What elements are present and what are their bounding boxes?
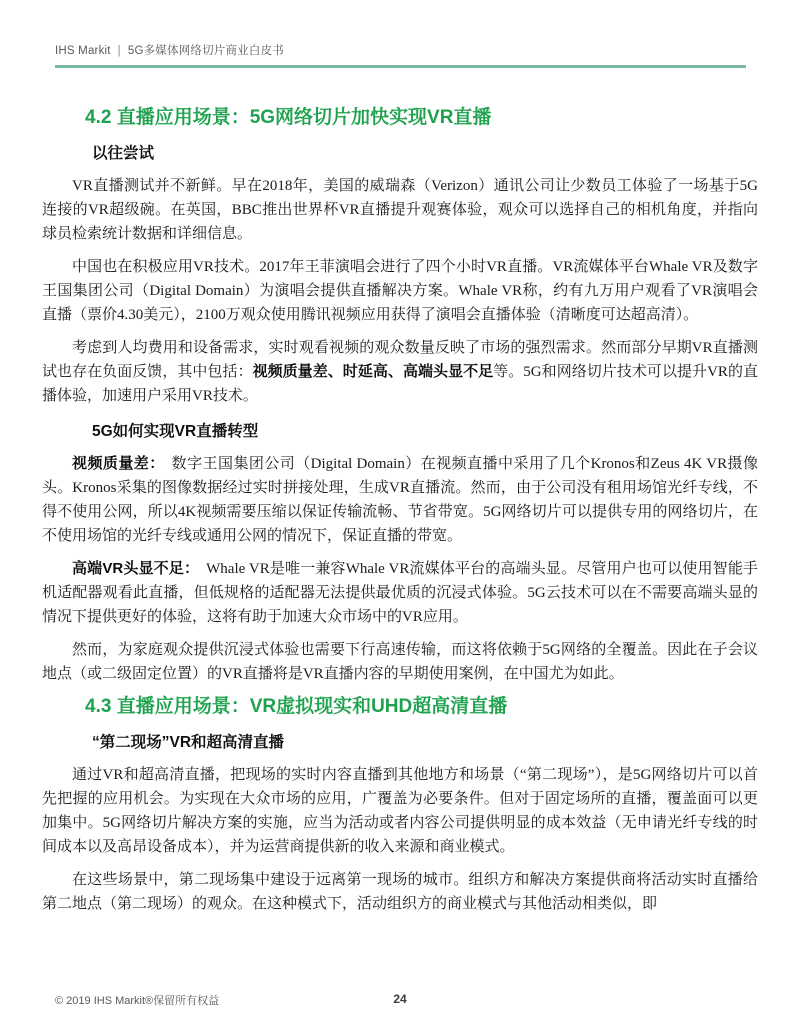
document-content — [42, 96, 758, 916]
paragraph-headset-shortage — [42, 557, 758, 629]
footer-copyright: © 2019 IHS Markit®保留所有权益 — [55, 995, 220, 1007]
header-separator: | — [117, 45, 121, 57]
paragraph-negative-feedback-pre: 考虑到人均费用和设备需求，实时观看视频的观众数量反映了市场的强烈需求。然而部分早期VR直播测试也存在负面反馈，其中包括： — [42, 340, 758, 380]
paragraph-negative-feedback-bold: 视频质量差、时延高、高端头显不足 — [252, 363, 494, 380]
section-4-3-title: 4.3 直播应用场景：VR虚拟现实和UHD超高清直播 — [85, 696, 508, 717]
paragraph-china-vr: 中国也在积极应用VR技术。2017年王菲演唱会进行了四个小时VR直播。VR流媒体平台Whale VR及数字王国集团公司（Digital Domain）为演唱会提供直播解决方案。Whale VR称，约有九万用户观看了VR演唱会直播（票价4.30美元），2100万观众使用腾讯视频应用获得了演唱会直播体验（清晰度可达超高清）。 — [42, 259, 758, 323]
paragraph-uhd-live: 通过VR和超高清直播，把现场的实时内容直播到其他地方和场景（“第二现场”），是5G网络切片可以首先把握的应用机会。为实现在大众市场的应用，广覆盖为必要条件。但对于固定场所的直播，覆盖面可以更加集中。5G网络切片解决方案的实施，应当为活动或者内容公司提供明显的成本效益（无申请光纤专线的时间成本以及高昂设备成本），并为运营商提供新的收入来源和商业模式。 — [42, 767, 758, 855]
subheading-second-venue: “第二现场”VR和超高清直播 — [92, 734, 285, 751]
subheading-5g-transform: 5G如何实现VR直播转型 — [92, 423, 259, 440]
paragraph-negative-feedback — [42, 336, 758, 408]
section-4-2-title: 4.2 直播应用场景：5G网络切片加快实现VR直播 — [85, 107, 492, 128]
header-rule — [55, 65, 746, 68]
footer-page-number: 24 — [393, 992, 407, 1006]
paragraph-vr-tests: VR直播测试并不新鲜。早在2018年，美国的威瑞森（Verizon）通讯公司让少数员工体验了一场基于5G 连接的VR超级碗。在英国，BBC推出世界杯VR直播提升观赛体验，观众可以选择自己的相机角度，并指向球员检索统计数据和详细信息。 — [42, 178, 758, 242]
paragraph-video-quality-lead: 视频质量差： — [72, 455, 165, 472]
subheading-past-attempts: 以往尝试 — [92, 145, 155, 162]
page-header — [55, 42, 746, 68]
paragraph-second-venue-model: 在这些场景中，第二现场集中建设于远离第一现场的城市。组织方和解决方案提供商将活动实时直播给第二地点（第二现场）的观众。在这种模式下，活动组织方的商业模式与其他活动相类似，即 — [42, 872, 758, 912]
paragraph-headset-shortage-lead: 高端VR头显不足： — [72, 560, 200, 577]
header-doc-title: 5G多媒体网络切片商业白皮书 — [127, 45, 284, 57]
paragraph-headset-shortage-body: Whale VR是唯一兼容Whale VR流媒体平台的高端头显。尽管用户也可以使用智能手机适配器观看此直播，但低规格的适配器无法提供最优质的沉浸式体验。5G云技术可以在不需要高端头显的情况下提供更好的体验，这将有助于加速大众市场中的VR应用。 — [42, 561, 758, 625]
paragraph-negative-feedback-post: 等。5G和网络切片技术可以提升VR的直播体验，加速用户采用VR技术。 — [42, 364, 758, 404]
page-footer — [55, 992, 745, 1008]
header-brand: IHS Markit — [55, 45, 111, 57]
header-title-line — [55, 42, 746, 58]
paragraph-video-quality-body: 数字王国集团公司（Digital Domain）在视频直播中采用了几个Kronos和Zeus 4K VR摄像头。Kronos采集的图像数据经过实时拼接处理，生成VR直播流。然而，由于公司没有租用场馆光纤专线，不得不使用公网，所以4K视频需要压缩以保证传输流畅、节省带宽。5G网络切片可以提供专用的网络切片，在不使用场馆的光纤专线或通用公网的情况下，保证直播的带宽。 — [42, 456, 758, 544]
paragraph-video-quality — [42, 452, 758, 548]
paragraph-home-audience: 然而，为家庭观众提供沉浸式体验也需要下行高速传输，而这将依赖于5G网络的全覆盖。因此在子会议地点（或二级固定位置）的VR直播将是VR直播内容的早期使用案例，在中国尤为如此。 — [42, 642, 758, 682]
